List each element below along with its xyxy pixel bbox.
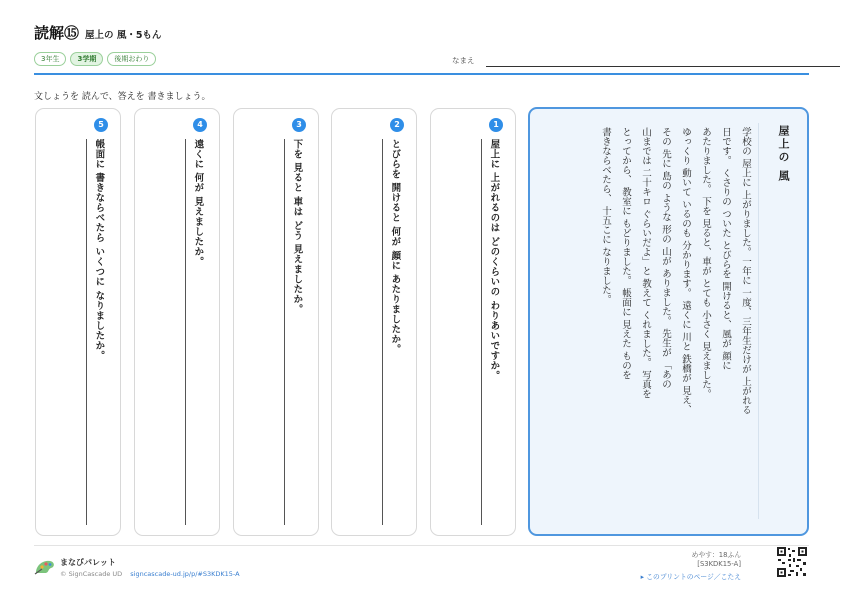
answer-line[interactable]: [481, 139, 482, 525]
worksheet-code: [S3KDK15-A]: [697, 560, 741, 568]
page-subtitle: 屋上の 風・5もん: [85, 30, 162, 41]
question-number-badge: 3: [292, 118, 306, 132]
question-text: 遠くに 何が 見えましたか。: [192, 139, 204, 267]
tag-grade: 3年生: [34, 52, 66, 66]
brand-name: まなびパレット: [60, 558, 116, 567]
question-card-2: [331, 108, 417, 536]
question-card-3: [233, 108, 319, 536]
time-estimate: めやす：18ふん: [691, 551, 741, 559]
passage-line: 日です。 くさりの ついた とびらを 開けると、風が 顔に: [720, 127, 731, 371]
name-label: なまえ: [452, 56, 475, 65]
passage-line: ゆっくり 動いて いるのも 分かります。 遠くに 川と 鉄橋が 見え、: [680, 127, 691, 415]
source-link[interactable]: signcascade-ud.jp/p/#S3KDK15-A: [130, 570, 240, 578]
palette-logo-icon: [34, 558, 56, 575]
header-divider: [34, 73, 809, 75]
question-card-4: [134, 108, 220, 536]
answers-page-link[interactable]: ▸ このプリントのページ／こたえ: [640, 573, 741, 581]
worksheet-header: [34, 22, 814, 72]
answer-line[interactable]: [284, 139, 285, 525]
question-text: とびらを 開けると 何が 顔に あたりましたか。: [389, 139, 401, 355]
question-number-badge: 5: [94, 118, 108, 132]
instruction-text: 文しょうを 読んで、答えを 書きましょう。: [34, 92, 211, 102]
answer-line[interactable]: [185, 139, 186, 525]
question-number-badge: 2: [390, 118, 404, 132]
question-number-badge: 4: [193, 118, 207, 132]
passage-line: あたりました。 下を 見ると、車が とても 小さく 見えました。: [700, 127, 711, 399]
passage-line: とってから、 教室に もどりました。 帳面に 見えた ものを: [620, 127, 631, 380]
footer-divider: [34, 545, 809, 546]
passage-title-divider: [758, 123, 759, 519]
copyright-text: © SignCascade UD: [60, 570, 123, 578]
copyright: [60, 570, 240, 578]
answer-line[interactable]: [382, 139, 383, 525]
passage-line: 山までは 二十キロ ぐらいだよ」と 教えて くれました。 写真を: [640, 127, 651, 399]
qr-code-icon[interactable]: [776, 546, 808, 578]
passage-body: [595, 127, 755, 522]
question-number-badge: 1: [489, 118, 503, 132]
tag-period: 後期おわり: [107, 52, 156, 66]
question-text: 帳面に 書きならべたら いくつに なりましたか。: [93, 139, 105, 361]
passage-title: 屋上の 風: [777, 125, 790, 183]
question-text: 屋上に 上がれるのは どのくらいの わりあいですか。: [488, 139, 500, 381]
answer-line[interactable]: [86, 139, 87, 525]
passage-line: 学校の 屋上に 上がりました。一年に 一度、三年生だけが 上がれる: [740, 127, 751, 415]
title-row: [34, 22, 814, 43]
page-title: 読解⑮: [34, 24, 80, 42]
name-field[interactable]: [486, 66, 840, 67]
passage-line: その 先に 島の ような 形の 山が ありました。 先生が 「あの: [660, 127, 671, 389]
question-card-1: [430, 108, 516, 536]
passage-line: 書きならべたら、 十五こに なりました。: [600, 127, 611, 305]
question-text: 下を 見ると 車は どう 見えましたか。: [291, 139, 303, 315]
tag-term: 3学期: [70, 52, 103, 66]
grade-tags: [34, 52, 156, 66]
reading-passage: [528, 107, 809, 536]
question-card-5: [35, 108, 121, 536]
